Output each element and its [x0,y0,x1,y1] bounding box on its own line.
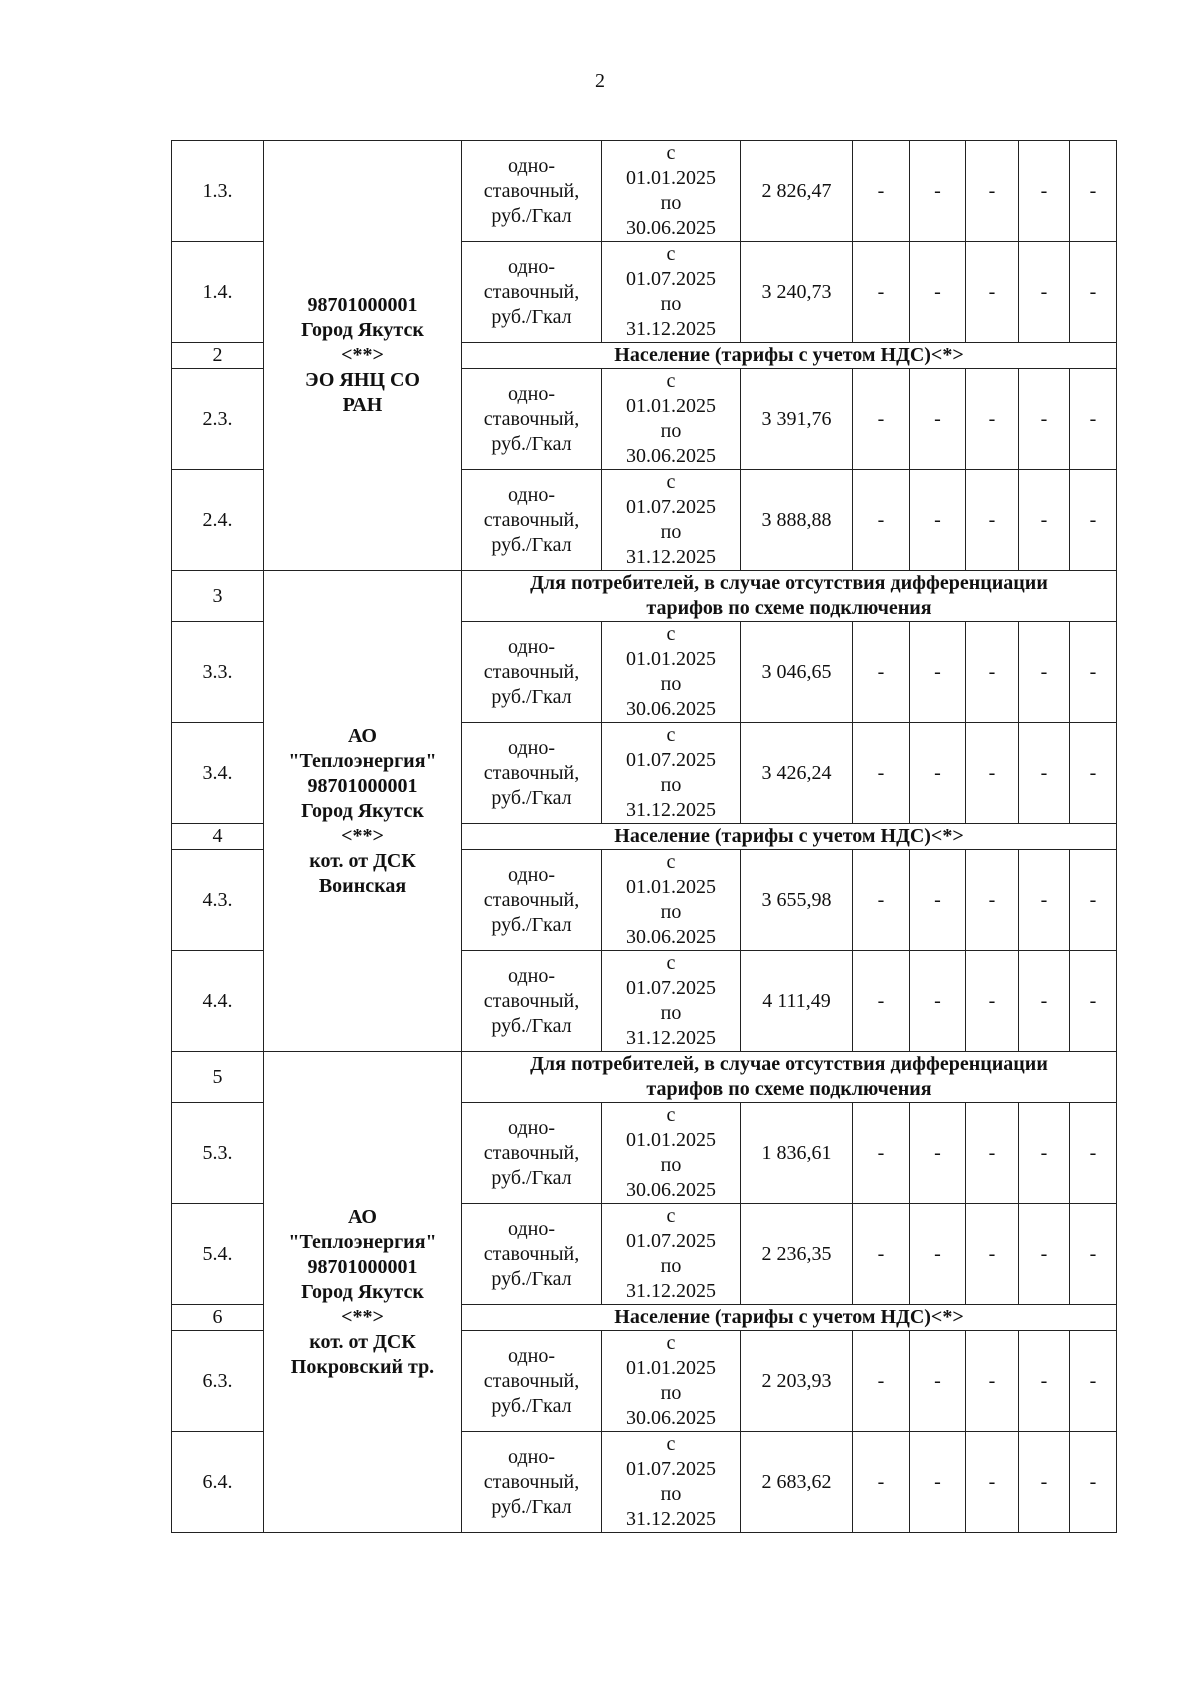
section-number: 6 [172,1305,264,1331]
section-title: Население (тарифы с учетом НДС)<*> [462,1305,1117,1331]
tariff-type-line: одно- [508,483,555,506]
period-cell [602,723,741,824]
period-cell [602,951,741,1052]
organization-line: АО [347,1205,377,1228]
tariff-type-line: одно- [508,1445,555,1468]
section-number: 3 [172,571,264,622]
period-line: с [666,243,676,265]
period-line: по [660,673,682,695]
tariff-type-line: ставочный, [483,508,580,531]
empty-value-cell: - [1070,470,1117,571]
organization-line: ЭО ЯНЦ СО [305,369,420,391]
empty-value-cell: - [853,1103,910,1204]
empty-value-cell: - [1070,141,1117,242]
tariff-type-line: руб./Гкал [491,204,572,227]
section-title-line: тарифов по схеме подключения [646,597,932,619]
empty-value-cell: - [1019,369,1070,470]
organization-line: Воинская [318,874,407,897]
organization-cell [264,1052,462,1533]
tariff-value: 3 240,73 [741,242,853,343]
tariff-type-line: одно- [508,863,555,886]
period-line: 01.07.2025 [626,496,716,518]
empty-value-cell: - [853,141,910,242]
organization-line: "Теплоэнергия" [288,1230,437,1253]
empty-value-cell: - [910,951,966,1052]
empty-value-cell: - [910,1204,966,1305]
period-line: с [666,724,676,746]
period-line: 01.01.2025 [626,648,716,670]
row-number: 1.3. [172,141,264,242]
row-number: 6.3. [172,1331,264,1432]
period-line: 01.01.2025 [626,1357,716,1379]
empty-value-cell: - [1019,850,1070,951]
empty-value-cell: - [1070,1432,1117,1533]
tariff-value: 3 046,65 [741,622,853,723]
period-cell [602,369,741,470]
period-line: 31.12.2025 [626,1508,716,1530]
organization-line: <**> [341,1305,384,1328]
period-line: с [666,851,676,873]
tariff-type-line: руб./Гкал [491,1014,572,1037]
organization-line: <**> [341,824,384,847]
tariff-type-line: руб./Гкал [491,913,572,936]
tariff-type-cell [462,470,602,571]
organization-line: РАН [342,394,383,416]
period-line: по [660,1002,682,1024]
empty-value-cell: - [1070,1204,1117,1305]
empty-value-cell: - [910,141,966,242]
tariff-type-cell [462,1432,602,1533]
empty-value-cell: - [853,470,910,571]
tariff-type-line: ставочный, [483,1369,580,1392]
empty-value-cell: - [1019,470,1070,571]
empty-value-cell: - [1019,723,1070,824]
tariff-type-line: руб./Гкал [491,533,572,556]
organization-line: Город Якутск [301,799,424,822]
tariff-type-cell [462,141,602,242]
empty-value-cell: - [1070,1103,1117,1204]
period-line: 01.07.2025 [626,1230,716,1252]
empty-value-cell: - [966,470,1019,571]
period-line: 01.07.2025 [626,749,716,771]
empty-value-cell: - [966,622,1019,723]
tariff-type-cell [462,1103,602,1204]
empty-value-cell: - [910,723,966,824]
tariff-type-cell [462,622,602,723]
period-line: 31.12.2025 [626,1027,716,1049]
organization-cell [264,141,462,571]
row-number: 4.3. [172,850,264,951]
tariff-value: 2 683,62 [741,1432,853,1533]
tariff-type-line: руб./Гкал [491,432,572,455]
empty-value-cell: - [853,369,910,470]
row-number: 3.3. [172,622,264,723]
empty-value-cell: - [966,951,1019,1052]
period-line: по [660,1255,682,1277]
row-number: 1.4. [172,242,264,343]
empty-value-cell: - [853,850,910,951]
empty-value-cell: - [1019,622,1070,723]
tariff-type-line: ставочный, [483,660,580,683]
period-line: с [666,471,676,493]
period-line: по [660,521,682,543]
period-line: 01.01.2025 [626,395,716,417]
period-cell [602,850,741,951]
period-line: с [666,1205,676,1227]
empty-value-cell: - [910,622,966,723]
section-title [462,571,1117,622]
period-cell [602,242,741,343]
period-line: 31.12.2025 [626,318,716,340]
empty-value-cell: - [853,1432,910,1533]
period-line: 01.07.2025 [626,977,716,999]
tariff-type-line: одно- [508,736,555,759]
tariff-type-cell [462,723,602,824]
tariff-type-line: руб./Гкал [491,685,572,708]
row-number: 3.4. [172,723,264,824]
empty-value-cell: - [1070,1331,1117,1432]
tariff-type-line: одно- [508,154,555,177]
tariff-type-line: ставочный, [483,179,580,202]
organization-line: <**> [341,344,384,366]
tariff-type-cell [462,1204,602,1305]
empty-value-cell: - [1070,242,1117,343]
empty-value-cell: - [1070,369,1117,470]
empty-value-cell: - [1019,242,1070,343]
empty-value-cell: - [853,242,910,343]
empty-value-cell: - [1019,1103,1070,1204]
organization-line: кот. от ДСК [309,849,416,872]
tariff-type-line: одно- [508,1344,555,1367]
period-line: 01.07.2025 [626,268,716,290]
period-line: по [660,1382,682,1404]
section-title-line: Для потребителей, в случае отсутствия дифференциации [530,1053,1048,1075]
period-line: 31.12.2025 [626,799,716,821]
organization-line: 98701000001 [307,1255,418,1278]
tariff-value: 2 236,35 [741,1204,853,1305]
empty-value-cell: - [910,1103,966,1204]
tariff-value: 3 888,88 [741,470,853,571]
tariff-type-line: руб./Гкал [491,1495,572,1518]
period-line: 31.12.2025 [626,1280,716,1302]
tariff-value: 3 426,24 [741,723,853,824]
table-body [172,141,1117,1533]
empty-value-cell: - [966,1204,1019,1305]
tariff-type-line: ставочный, [483,280,580,303]
section-header-row [172,1052,1117,1103]
tariff-type-line: ставочный, [483,761,580,784]
empty-value-cell: - [1019,141,1070,242]
section-number: 2 [172,343,264,369]
period-line: 01.07.2025 [626,1458,716,1480]
row-number: 2.3. [172,369,264,470]
organization-line: 98701000001 [307,774,418,797]
tariff-type-line: ставочный, [483,888,580,911]
tariff-type-cell [462,242,602,343]
tariff-type-cell [462,951,602,1052]
tariff-type-line: одно- [508,382,555,405]
tariff-type-line: руб./Гкал [491,786,572,809]
tariff-value: 1 836,61 [741,1103,853,1204]
organization-cell [264,571,462,1052]
period-line: по [660,420,682,442]
row-number: 4.4. [172,951,264,1052]
tariff-table [171,140,1117,1533]
table-row [172,141,1117,242]
tariff-type-cell [462,369,602,470]
period-line: по [660,192,682,214]
period-line: 30.06.2025 [626,926,716,948]
section-number: 4 [172,824,264,850]
period-line: 01.01.2025 [626,876,716,898]
tariff-value: 4 111,49 [741,951,853,1052]
empty-value-cell: - [966,850,1019,951]
empty-value-cell: - [853,1204,910,1305]
organization-line: 98701000001 [307,294,418,316]
tariff-type-line: ставочный, [483,1141,580,1164]
period-line: 30.06.2025 [626,1179,716,1201]
period-line: 01.01.2025 [626,1129,716,1151]
period-cell [602,470,741,571]
period-line: с [666,952,676,974]
empty-value-cell: - [966,1103,1019,1204]
period-line: 30.06.2025 [626,217,716,239]
empty-value-cell: - [853,723,910,824]
organization-line: "Теплоэнергия" [288,749,437,772]
row-number: 6.4. [172,1432,264,1533]
empty-value-cell: - [1070,622,1117,723]
tariff-type-line: одно- [508,635,555,658]
empty-value-cell: - [853,1331,910,1432]
empty-value-cell: - [1070,723,1117,824]
period-line: по [660,1483,682,1505]
tariff-type-line: ставочный, [483,407,580,430]
period-cell [602,1331,741,1432]
empty-value-cell: - [1019,1331,1070,1432]
empty-value-cell: - [910,1432,966,1533]
tariff-value: 2 203,93 [741,1331,853,1432]
period-line: с [666,623,676,645]
organization-line: Покровский тр. [290,1355,435,1378]
tariff-type-line: руб./Гкал [491,1394,572,1417]
tariff-type-line: руб./Гкал [491,1267,572,1290]
period-line: 30.06.2025 [626,445,716,467]
empty-value-cell: - [910,1331,966,1432]
period-cell [602,1204,741,1305]
tariff-type-cell [462,1331,602,1432]
tariff-type-line: одно- [508,964,555,987]
period-line: с [666,370,676,392]
empty-value-cell: - [966,242,1019,343]
section-title: Население (тарифы с учетом НДС)<*> [462,343,1117,369]
section-title-line: тарифов по схеме подключения [646,1078,932,1100]
period-line: с [666,1104,676,1126]
tariff-type-line: одно- [508,1116,555,1139]
row-number: 5.4. [172,1204,264,1305]
period-line: по [660,774,682,796]
period-line: с [666,1433,676,1455]
empty-value-cell: - [1070,951,1117,1052]
tariff-value: 2 826,47 [741,141,853,242]
empty-value-cell: - [1070,850,1117,951]
row-number: 5.3. [172,1103,264,1204]
page-number: 2 [595,70,605,92]
empty-value-cell: - [910,369,966,470]
period-line: по [660,1154,682,1176]
section-title: Население (тарифы с учетом НДС)<*> [462,824,1117,850]
empty-value-cell: - [966,1432,1019,1533]
period-line: 01.01.2025 [626,167,716,189]
tariff-type-line: одно- [508,255,555,278]
tariff-value: 3 655,98 [741,850,853,951]
empty-value-cell: - [1019,1204,1070,1305]
period-cell [602,622,741,723]
empty-value-cell: - [966,141,1019,242]
period-line: 31.12.2025 [626,546,716,568]
empty-value-cell: - [853,622,910,723]
empty-value-cell: - [1019,951,1070,1052]
tariff-type-line: руб./Гкал [491,305,572,328]
empty-value-cell: - [966,369,1019,470]
empty-value-cell: - [966,1331,1019,1432]
tariff-type-cell [462,850,602,951]
organization-line: АО [347,724,377,747]
empty-value-cell: - [910,470,966,571]
tariff-value: 3 391,76 [741,369,853,470]
period-cell [602,1103,741,1204]
empty-value-cell: - [910,242,966,343]
tariff-type-line: руб./Гкал [491,1166,572,1189]
section-title [462,1052,1117,1103]
empty-value-cell: - [853,951,910,1052]
period-line: по [660,293,682,315]
period-line: 30.06.2025 [626,698,716,720]
section-number: 5 [172,1052,264,1103]
organization-line: Город Якутск [301,319,424,341]
period-cell [602,141,741,242]
empty-value-cell: - [966,723,1019,824]
organization-line: кот. от ДСК [309,1330,416,1353]
tariff-type-line: ставочный, [483,989,580,1012]
empty-value-cell: - [1019,1432,1070,1533]
period-line: с [666,1332,676,1354]
empty-value-cell: - [910,850,966,951]
row-number: 2.4. [172,470,264,571]
period-cell [602,1432,741,1533]
tariff-type-line: ставочный, [483,1470,580,1493]
period-line: по [660,901,682,923]
section-title-line: Для потребителей, в случае отсутствия дифференциации [530,572,1048,594]
tariff-type-line: ставочный, [483,1242,580,1265]
period-line: 30.06.2025 [626,1407,716,1429]
tariff-type-line: одно- [508,1217,555,1240]
section-header-row [172,571,1117,622]
period-line: с [666,142,676,164]
organization-line: Город Якутск [301,1280,424,1303]
